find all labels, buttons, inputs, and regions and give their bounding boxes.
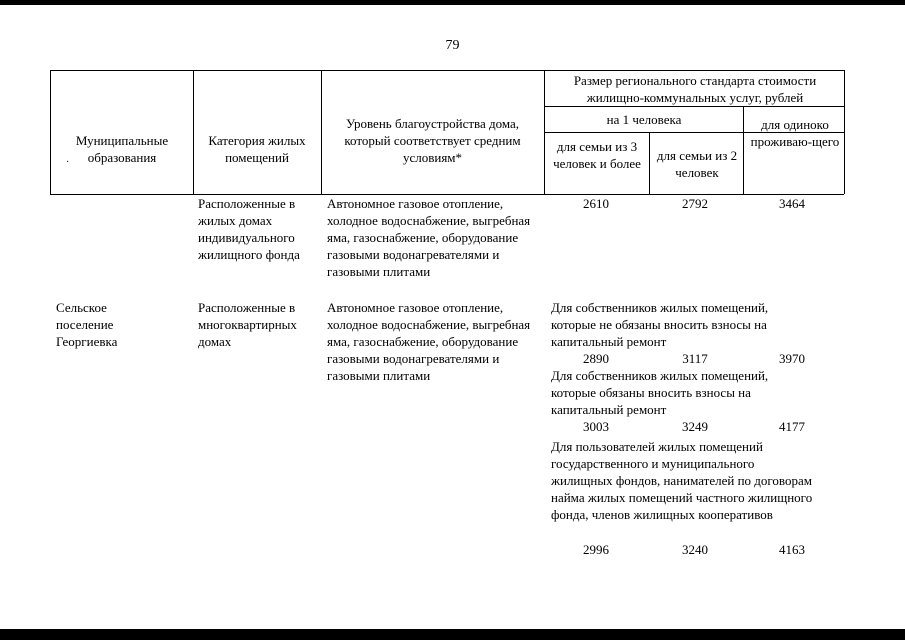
- group3-value-single: 4163: [779, 542, 805, 557]
- group3-label: Для пользователей жилых помещений государственного и муниципального жилищных фондов, нанимателей по договорам найма жилых помещений частного жилищного фонда, членов жилищных кооперативов: [551, 439, 813, 522]
- header-single: для одиноко проживаю-щего: [750, 117, 840, 149]
- group1-value-single: 3970: [779, 351, 805, 366]
- municipality-name: Сельское поселение Георгиевка: [56, 300, 118, 349]
- header-municipality: Муниципальные образования: [75, 133, 169, 165]
- row2-category: Расположенные в многоквартирных домах: [198, 300, 297, 349]
- group3-value-family2: 3240: [682, 542, 708, 557]
- group2-value-family2: 3249: [682, 419, 708, 434]
- scan-mark: ·: [66, 157, 70, 168]
- row1-value-family2: 2792: [682, 196, 708, 211]
- group3-value-family3: 2996: [583, 542, 609, 557]
- bottom-edge: [0, 629, 905, 640]
- row2-level: Автономное газовое отопление, холодное водоснабжение, выгребная яма, газоснабжение, оборудование газовыми водонагревателями и газовыми плитами: [327, 300, 531, 383]
- group2-label: Для собственников жилых помещений, которые обязаны вносить взносы на капитальный ремонт: [551, 368, 769, 417]
- header-level: Уровень благоустройства дома, который соответствует средним условиям*: [344, 116, 521, 165]
- header-family3: для семьи из 3 человек и более: [553, 139, 641, 171]
- group1-label: Для собственников жилых помещений, которые не обязаны вносить взносы на капитальный ремонт: [551, 300, 769, 349]
- group2-value-family3: 3003: [583, 419, 609, 434]
- header-standard: Размер регионального стандарта стоимости жилищно-коммунальных услуг, рублей: [573, 73, 817, 105]
- header-category: Категория жилых помещений: [208, 133, 306, 165]
- row1-value-family3: 2610: [583, 196, 609, 211]
- header-family2: для семьи из 2 человек: [656, 148, 738, 180]
- page-number: 79: [445, 38, 460, 53]
- top-edge: [0, 0, 905, 5]
- row1-value-single: 3464: [779, 196, 805, 211]
- group1-value-family3: 2890: [583, 351, 609, 366]
- group2-value-single: 4177: [779, 419, 805, 434]
- group1-value-family2: 3117: [682, 351, 708, 366]
- header-per-person: на 1 человека: [606, 112, 682, 127]
- row1-category: Расположенные в жилых домах индивидуального жилищного фонда: [198, 196, 300, 262]
- row1-level: Автономное газовое отопление, холодное водоснабжение, выгребная яма, газоснабжение, оборудование газовыми водонагревателями и газовыми плитами: [327, 196, 531, 279]
